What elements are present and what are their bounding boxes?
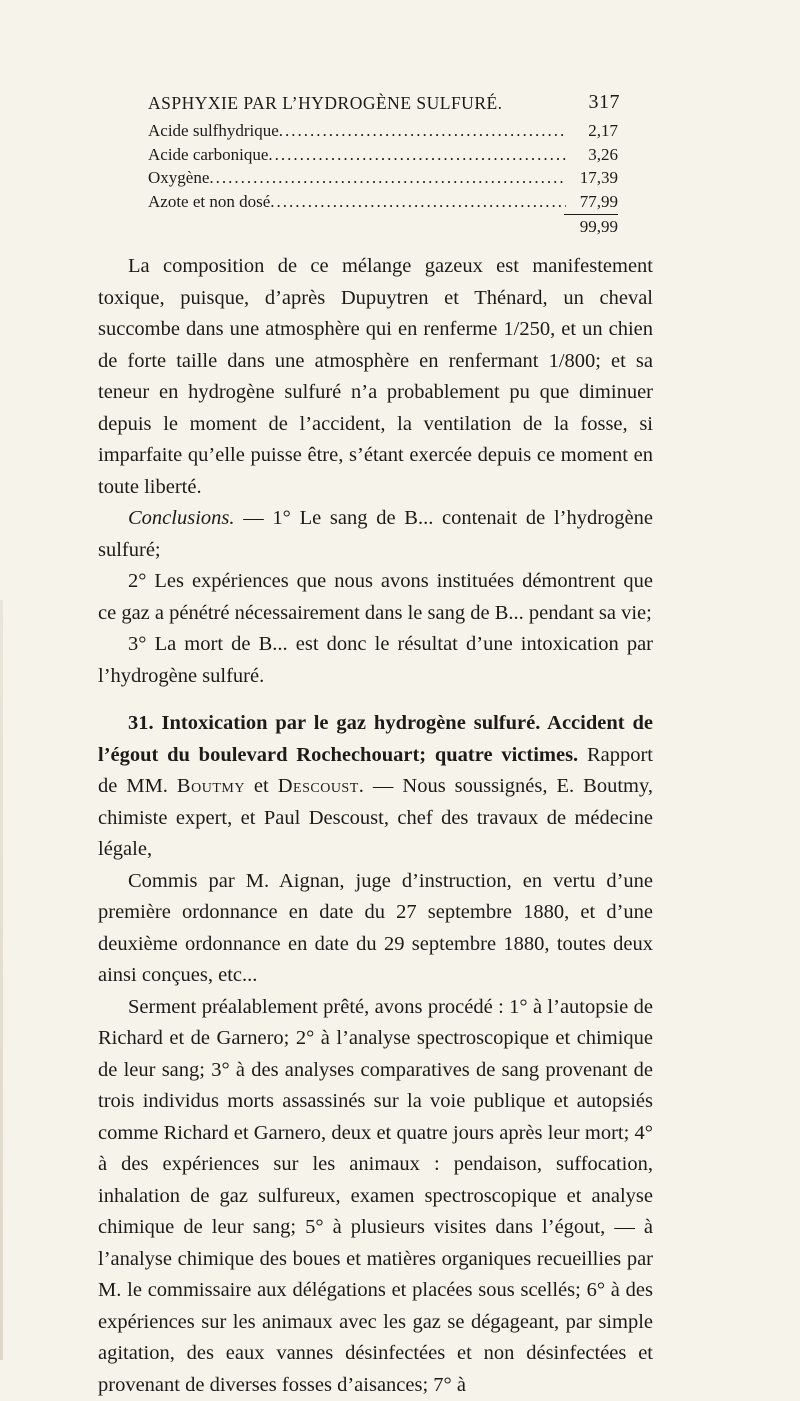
running-title: ASPHYXIE PAR L’HYDROGÈNE SULFURÉ. bbox=[148, 93, 503, 114]
table-row bbox=[148, 190, 618, 214]
conclusions-label: Conclusions. bbox=[128, 507, 235, 529]
row-label: Acide carbonique bbox=[148, 143, 268, 167]
paragraph: 2° Les expériences que nous avons instituées démontrent que ce gaz a pénétré nécessairement dans le sang de B... pendant sa vie; bbox=[98, 566, 653, 629]
gas-composition-table bbox=[148, 119, 618, 239]
row-value: 17,39 bbox=[566, 166, 618, 190]
section-heading-paragraph bbox=[98, 708, 653, 866]
table-row bbox=[148, 166, 618, 190]
paragraph: 3° La mort de B... est donc le résultat d’une intoxication par l’hydrogène sulfuré. bbox=[98, 629, 653, 692]
paragraph-text: et bbox=[245, 775, 278, 797]
table-total: 99,99 bbox=[148, 215, 618, 239]
body-text bbox=[98, 251, 653, 1401]
paragraph bbox=[98, 503, 653, 566]
paragraph: Commis par M. Aignan, juge d’instruction, en vertu d’une première ordonnance en date du 27 septembre 1880, et d’une deuxième ordonnance en date du 29 septembre 1880, toutes deux ainsi conçues, etc... bbox=[98, 866, 653, 992]
paragraph-text: . — Nous soussignés, E. Boutmy, chimiste expert, et Paul Descoust, chef des travaux de médecine légale, bbox=[98, 775, 653, 860]
author-name: Descoust bbox=[278, 775, 359, 797]
table-row bbox=[148, 143, 618, 167]
section-heading: 31. Intoxication par le gaz hydrogène sulfuré. Accident de l’égout du boulevard Rochechouart; quatre victimes. bbox=[98, 712, 653, 766]
page-number: 317 bbox=[589, 91, 621, 114]
paragraph: Serment préalablement prêté, avons procédé : 1° à l’autopsie de Richard et de Garnero; 2° à l’analyse spectroscopique et chimique de leur sang; 3° à des analyses comparatives de sang provenant de trois individus morts assassinés sur la voie publique et autopsiés comme Richard et Garnero, deux et quatre jours après leur mort; 4° à des expériences sur les animaux : pendaison, suffocation, inhalation de gaz sulfureux, examen spectroscopique et analyse chimique de leur sang; 5° à plusieurs visites dans l’égout, — à l’analyse chimique des boues et matières organiques recueillies par M. le commissaire aux délégations et placées sous scellés; 6° à des expériences sur les animaux avec les gaz se dégageant, par simple agitation, des eaux vannes désinfectées et non désinfectées et provenant de diverses fosses d’aisances; 7° à bbox=[98, 992, 653, 1401]
dot-leader bbox=[270, 190, 566, 214]
paragraph-text: Rapport de MM. bbox=[98, 744, 653, 798]
row-value: 3,26 bbox=[566, 143, 618, 167]
paragraph-text: — 1° Le sang de B... contenait de l’hydrogène sulfuré; bbox=[98, 507, 653, 561]
row-label: Azote et non dosé bbox=[148, 190, 270, 214]
row-label: Acide sulfhydrique bbox=[148, 119, 279, 143]
paragraph: La composition de ce mélange gazeux est manifestement toxique, puisque, d’après Dupuytren et Thénard, un cheval succombe dans une atmosphère qui en renferme 1/250, et un chien de forte taille dans une atmosphère en renfermant 1/800; et sa teneur en hydrogène sulfuré n’a probablement pu que diminuer depuis le moment de l’accident, la ventilation de la fosse, si imparfaite qu’elle puisse être, s’étant exercée depuis ce moment en toute liberté. bbox=[98, 251, 653, 503]
row-value: 77,99 bbox=[566, 190, 618, 214]
page-edge-shadow bbox=[0, 600, 3, 1360]
author-name: Boutmy bbox=[177, 775, 245, 797]
table-row bbox=[148, 119, 618, 143]
row-label: Oxygène bbox=[148, 166, 209, 190]
dot-leader bbox=[268, 143, 566, 167]
dot-leader bbox=[209, 166, 566, 190]
dot-leader bbox=[279, 119, 566, 143]
row-value: 2,17 bbox=[566, 119, 618, 143]
